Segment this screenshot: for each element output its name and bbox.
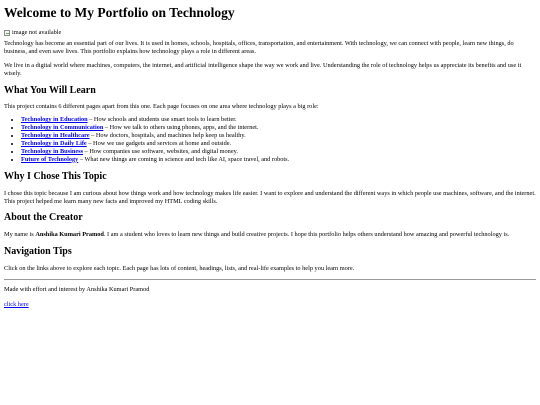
topic-link-education[interactable]: Technology in Education [21,116,88,124]
intro-paragraph-1: Technology has become an essential part of our lives. It is used in homes, schools, hospitals, offices, transportation, and entertainment. With technology, we can connect with people, learn new things, do business, and even save lives. This portfolio explains how technology plays a role in different areas. [4,40,514,56]
why-text: I chose this topic because I am curious about how things work and how technology makes life easier. I want to explore and understand the different ways in which people use machines, software, and the internet. This project helped me learn many new facts and improved my HTML coding skills. [4,189,536,205]
creator-text-before: My name is [4,231,36,239]
footer-divider [4,279,536,280]
topic-link-communication[interactable]: Technology in Communication [21,124,104,132]
learn-intro-text: This project contains 6 different pages apart from this one. Each page focuses on one area where technology plays a big role: [4,102,319,110]
intro-paragraph-2: We live in a digital world where machines, computers, the internet, and artificial intelligence shape the way we work and live. Understanding the role of technology helps us appreciate its benefits and use it wisely. [4,61,522,77]
creator-name: Anshika Kumari Pramod [35,231,104,239]
click-here-link[interactable]: click here [4,300,29,308]
why-heading: Why I Chose This Topic [4,170,107,182]
nav-tips-heading: Navigation Tips [4,246,72,258]
footer-text: Made with effort and interest by Anshika Kumari Pramod [4,286,150,294]
page-title: Welcome to My Portfolio on Technology [4,5,235,20]
creator-text [4,231,536,239]
topic-desc: – How schools and students use smart tools to learn better. [87,116,237,124]
broken-image-icon [4,30,10,36]
image-alt-text: image not available [12,28,62,36]
broken-image [4,28,536,37]
list-item [21,132,536,140]
topic-link-future[interactable]: Future of Technology [21,155,79,163]
topic-desc: – How doctors, hospitals, and machines help keep us healthy. [89,132,246,140]
topic-link-daily-life[interactable]: Technology in Daily Life [21,140,87,148]
topic-desc: – What new things are coming in science and tech like AI, space travel, and robots. [78,155,290,163]
topic-list [4,116,536,163]
list-item [21,148,536,156]
topic-desc: – How we use gadgets and services at home and outside. [86,140,232,148]
nav-tips-text: Click on the links above to explore each topic. Each page has lots of content, headings, lists, and real-life examples to help you learn more. [4,265,355,273]
learn-heading: What You Will Learn [4,84,96,96]
list-item [21,156,536,164]
list-item [21,116,536,124]
topic-link-business[interactable]: Technology in Business [21,147,84,155]
list-item [21,124,536,132]
creator-heading: About the Creator [4,212,83,224]
topic-desc: – How we talk to others using phones, apps, and the internet. [103,124,259,132]
topic-desc: – How companies use software, websites, and digital money. [83,147,238,155]
list-item [21,140,536,148]
creator-text-after: . I am a student who loves to learn new things and build creative projects. I hope this portfolio helps others understand how amazing and powerful technology is. [103,231,510,239]
topic-link-healthcare[interactable]: Technology in Healthcare [21,132,90,140]
